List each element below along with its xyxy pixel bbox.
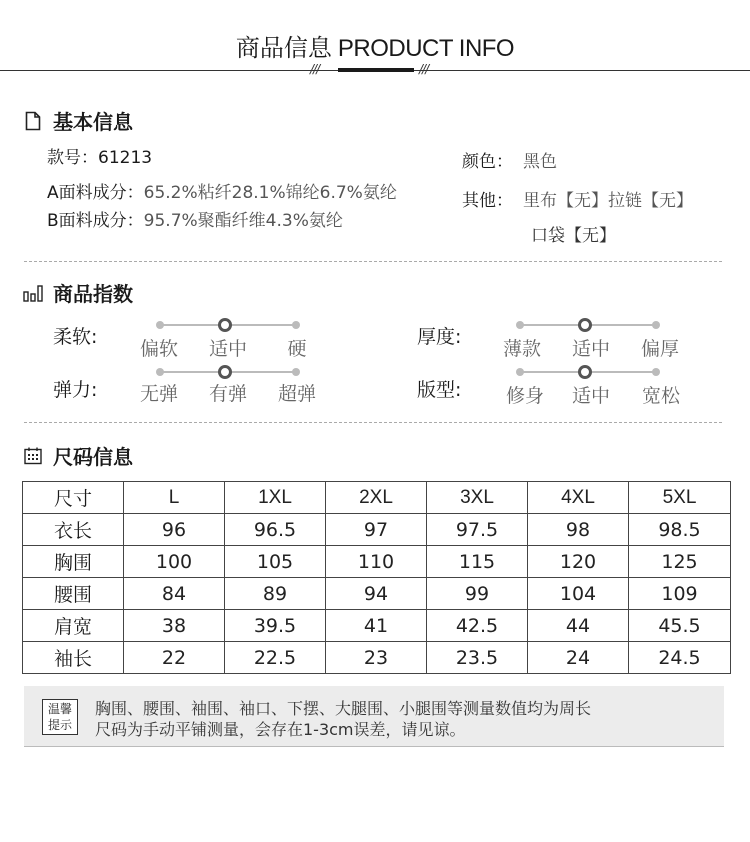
other-value-line1: 里布【无】拉链【无】 xyxy=(523,191,693,211)
table-cell: 袖长 xyxy=(23,642,124,674)
table-cell: 104 xyxy=(528,578,629,610)
fabric-b-value: 95.7%聚酯纤维4.3%氨纶 xyxy=(143,211,343,231)
elasticity-option: 有弹 xyxy=(208,383,247,405)
basic-info-heading xyxy=(22,106,133,135)
scale-dot xyxy=(292,321,300,329)
table-header-cell: 2XL xyxy=(326,482,427,514)
table-cell: 胸围 xyxy=(23,546,124,578)
table-cell: 110 xyxy=(326,546,427,578)
fit-scale xyxy=(514,362,662,382)
fabric-a-value: 65.2%粘纤28.1%锦纶6.7%氨纶 xyxy=(143,183,397,203)
section-divider xyxy=(24,261,722,262)
table-cell: 24.5 xyxy=(629,642,731,674)
table-cell: 96.5 xyxy=(225,514,326,546)
size-table xyxy=(22,481,731,674)
table-cell: 24 xyxy=(528,642,629,674)
table-header-row xyxy=(23,482,731,514)
other-label: 其他： xyxy=(462,191,513,211)
header-slash-left: /// xyxy=(310,62,320,76)
table-cell: 44 xyxy=(528,610,629,642)
table-header-cell: 4XL xyxy=(528,482,629,514)
table-cell: 115 xyxy=(427,546,528,578)
table-cell: 98.5 xyxy=(629,514,731,546)
scale-dot xyxy=(652,321,660,329)
calendar-grid-icon xyxy=(22,445,44,467)
scale-dot xyxy=(516,368,524,376)
product-index-title: 商品指数 xyxy=(53,282,133,306)
basic-info-title: 基本信息 xyxy=(53,110,133,134)
table-cell: 100 xyxy=(124,546,225,578)
elasticity-option: 超弹 xyxy=(277,383,316,405)
section-divider xyxy=(24,422,722,423)
table-cell: 125 xyxy=(629,546,731,578)
thickness-option: 适中 xyxy=(571,338,610,360)
table-cell: 45.5 xyxy=(629,610,731,642)
table-cell: 89 xyxy=(225,578,326,610)
table-cell: 105 xyxy=(225,546,326,578)
header-slash-right: /// xyxy=(419,62,429,76)
scale-dot xyxy=(156,368,164,376)
page-title-en: PRODUCT INFO xyxy=(337,35,515,62)
softness-scale xyxy=(154,315,302,335)
table-cell: 97 xyxy=(326,514,427,546)
table-cell: 腰围 xyxy=(23,578,124,610)
scale-dot xyxy=(218,365,232,379)
table-cell: 96 xyxy=(124,514,225,546)
tip-line2: 尺码为手动平铺测量，会存在1-3cm误差，请见谅。 xyxy=(95,720,466,739)
table-header-cell: 3XL xyxy=(427,482,528,514)
softness-label: 柔软: xyxy=(53,326,98,348)
size-info-heading xyxy=(22,441,133,470)
table-cell: 98 xyxy=(528,514,629,546)
product-index-heading xyxy=(22,278,133,307)
color-value: 黑色 xyxy=(523,152,557,172)
header-accent-bar xyxy=(338,68,414,72)
page-title xyxy=(0,28,750,63)
document-icon xyxy=(22,110,44,132)
color-row xyxy=(462,147,557,172)
style-number-value: 61213 xyxy=(98,148,153,168)
softness-option: 硬 xyxy=(287,338,307,360)
table-cell: 120 xyxy=(528,546,629,578)
scale-dot xyxy=(292,368,300,376)
table-cell: 38 xyxy=(124,610,225,642)
scale-dot xyxy=(578,365,592,379)
table-cell: 94 xyxy=(326,578,427,610)
elasticity-option: 无弹 xyxy=(139,383,178,405)
table-cell: 109 xyxy=(629,578,731,610)
fit-label: 版型: xyxy=(417,379,462,401)
fit-option: 适中 xyxy=(571,385,610,407)
table-cell: 84 xyxy=(124,578,225,610)
fit-option: 修身 xyxy=(505,385,544,407)
tip-badge-line1: 温馨 xyxy=(47,702,72,716)
table-row xyxy=(23,514,731,546)
style-number-label: 款号： xyxy=(47,148,98,168)
table-cell: 22 xyxy=(124,642,225,674)
color-label: 颜色： xyxy=(462,152,513,172)
fabric-b xyxy=(47,206,343,231)
scale-dot xyxy=(156,321,164,329)
table-header-cell: L xyxy=(124,482,225,514)
table-header-cell: 1XL xyxy=(225,482,326,514)
table-header-cell: 尺寸 xyxy=(23,482,124,514)
scale-dot xyxy=(218,318,232,332)
table-cell: 39.5 xyxy=(225,610,326,642)
table-cell: 肩宽 xyxy=(23,610,124,642)
fabric-a-label: A面料成分： xyxy=(47,183,144,203)
scale-dot xyxy=(578,318,592,332)
scale-dot xyxy=(652,368,660,376)
thickness-option: 薄款 xyxy=(502,338,541,360)
table-cell: 97.5 xyxy=(427,514,528,546)
thickness-label: 厚度: xyxy=(417,326,462,348)
thickness-scale xyxy=(514,315,662,335)
other-value-line2: 口袋【无】 xyxy=(531,226,616,246)
style-number xyxy=(47,143,152,168)
table-row xyxy=(23,642,731,674)
table-cell: 99 xyxy=(427,578,528,610)
elasticity-label: 弹力: xyxy=(53,379,98,401)
page-header xyxy=(0,0,750,84)
table-row xyxy=(23,546,731,578)
size-info-title: 尺码信息 xyxy=(53,445,133,469)
tip-box xyxy=(24,686,724,747)
fabric-b-label: B面料成分： xyxy=(47,211,144,231)
softness-option: 适中 xyxy=(208,338,247,360)
fit-option: 宽松 xyxy=(641,385,680,407)
bar-chart-icon xyxy=(22,282,44,304)
tip-badge-line2: 提示 xyxy=(47,718,72,732)
scale-dot xyxy=(516,321,524,329)
tip-line1: 胸围、腰围、袖围、袖口、下摆、大腿围、小腿围等测量数值均为周长 xyxy=(95,699,592,718)
table-cell: 23 xyxy=(326,642,427,674)
page-title-zh: 商品信息 xyxy=(235,34,332,62)
fabric-a xyxy=(47,178,397,203)
table-cell: 衣长 xyxy=(23,514,124,546)
table-cell: 22.5 xyxy=(225,642,326,674)
table-row xyxy=(23,578,731,610)
table-row xyxy=(23,610,731,642)
tip-badge xyxy=(42,699,78,735)
table-cell: 42.5 xyxy=(427,610,528,642)
other-row xyxy=(462,186,693,211)
table-header-cell: 5XL xyxy=(629,482,731,514)
thickness-option: 偏厚 xyxy=(640,338,679,360)
softness-option: 偏软 xyxy=(139,338,178,360)
table-cell: 23.5 xyxy=(427,642,528,674)
table-cell: 41 xyxy=(326,610,427,642)
